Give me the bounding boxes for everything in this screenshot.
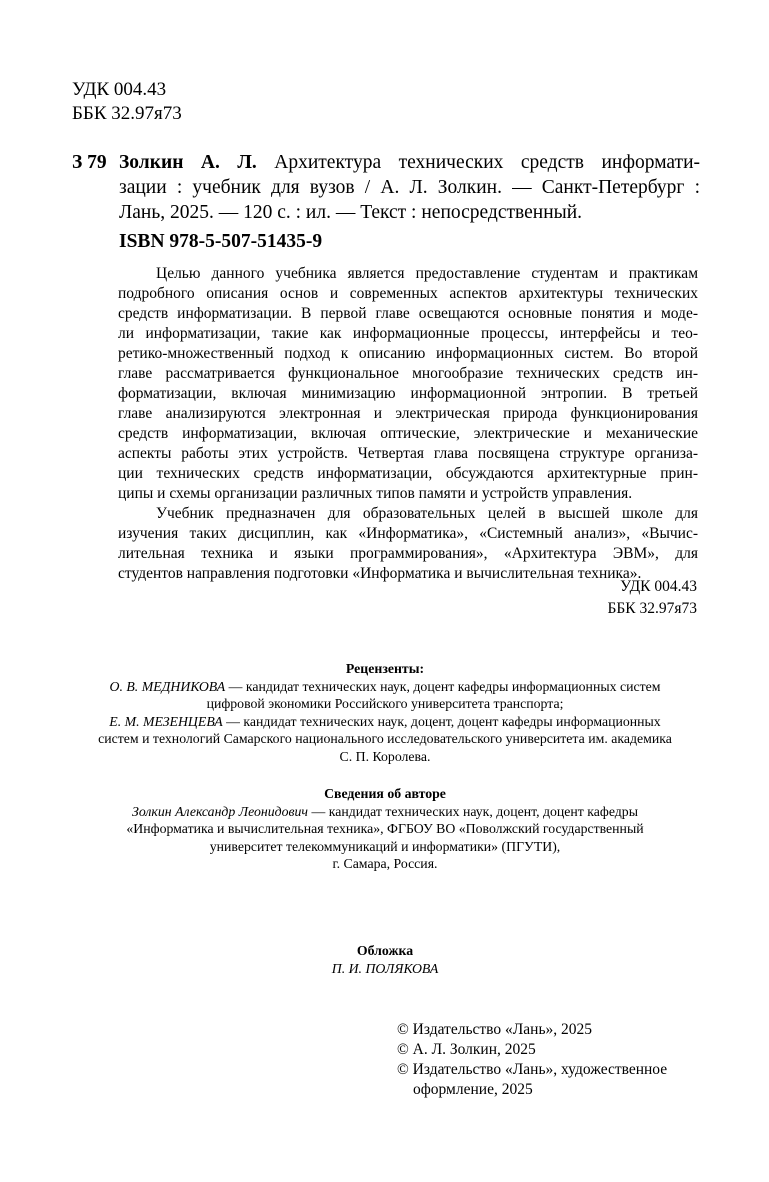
annotation-line: ции технических средств информатизации, обсуждаются архитектурные прин-: [118, 465, 698, 482]
copyright-line-3: © Издательство «Лань», художественное: [397, 1061, 668, 1078]
reviewer-2-desc: — кандидат технических наук, доцент, доцент кафедры информационных: [222, 713, 661, 729]
about-author-block: [70, 785, 700, 873]
reviewer-2: [70, 713, 700, 731]
biblio-line-3: Лань, 2025. — 120 с. : ил. — Текст : непосредственный.: [119, 202, 583, 223]
about-author-line-2: «Информатика и вычислительная техника», ФГБОУ ВО «Поволжский государственный: [126, 821, 644, 836]
annotation-line: подробного описания основ и современных аспектов архитектуры технических: [118, 285, 698, 302]
about-author-title: Сведения об авторе: [324, 786, 446, 801]
annotation-line: главе анализируются электронная и электрическая природа функционирования: [118, 405, 698, 422]
reviewer-2-name: Е. М. МЕЗЕНЦЕВА: [109, 713, 223, 729]
annotation-line: ретико-множественный подход к описанию информационных систем. Во второй: [118, 345, 698, 362]
annotation-line: форматизации, включая минимизацию информационной энтропии. В третьей: [118, 385, 698, 402]
copyright-line-2: © А. Л. Золкин, 2025: [397, 1041, 536, 1058]
cover-designer: П. И. ПОЛЯКОВА: [331, 960, 439, 976]
annotation-line: аспекты работы этих устройств. Четвертая глава посвящена структуре организа-: [118, 445, 698, 462]
copyright-block: [397, 1020, 667, 1100]
reviewer-2-line-2: систем и технологий Самарского национального исследовательского университета им. академика: [98, 731, 672, 746]
annotation-line: студентов направления подготовки «Информатика и вычислительная техника».: [118, 565, 642, 582]
reviewer-1-name: О. В. МЕДНИКОВА: [109, 678, 226, 694]
bbk-code: ББК 32.97я73: [72, 103, 182, 124]
udk-code-right: УДК 004.43: [620, 578, 697, 595]
annotation-line: средств информатизации, включая оптические, электрические и механические: [118, 425, 698, 442]
biblio-line-2: зации : учебник для вузов / А. Л. Золкин. — Санкт-Петербург :: [119, 177, 700, 198]
annotation-line: главе рассматривается функциональное многообразие технических средств ин-: [118, 365, 698, 382]
classification-codes: [72, 78, 182, 126]
udk-code: УДК 004.43: [72, 79, 167, 100]
reviewers-block: [70, 660, 700, 765]
annotation: [118, 264, 698, 584]
annotation-codes: [580, 576, 697, 620]
about-author-line-3: университет телекоммуникаций и информатики» (ПГУТИ),: [209, 838, 561, 854]
annotation-line: ципы и схемы организации различных типов памяти и устройств управления.: [118, 485, 633, 502]
bbk-code-right: ББК 32.97я73: [607, 600, 697, 617]
reviewer-1: [70, 678, 700, 696]
annotation-line: Учебник предназначен для образовательных целей в высшей школе для: [156, 505, 698, 522]
title-start: Архитектура технических средств информати-: [256, 152, 701, 173]
author-full-name: Золкин Александр Леонидович: [132, 803, 309, 819]
author-sign: З 79: [72, 152, 107, 173]
copyright-line-1: © Издательство «Лань», 2025: [397, 1021, 593, 1038]
annotation-line: изучения таких дисциплин, как «Информатика», «Системный анализ», «Вычис-: [118, 525, 698, 542]
author-name: Золкин А. Л.: [119, 152, 257, 173]
annotation-line: средств информатизации. В первой главе освещаются основные понятия и моде-: [118, 305, 698, 322]
reviewer-2-line-3: С. П. Королева.: [339, 748, 431, 764]
bibliographic-record: [72, 150, 700, 225]
reviewers-title: Рецензенты:: [345, 661, 425, 676]
about-author-line-4: г. Самара, Россия.: [332, 856, 438, 871]
annotation-line: лительная техника и языки программирования», «Архитектура ЭВМ», для: [118, 545, 698, 562]
reviewer-1-desc: — кандидат технических наук, доцент кафедры информационных систем: [225, 678, 661, 694]
copyright-line-4: оформление, 2025: [413, 1081, 533, 1098]
about-author-line-1: [70, 803, 700, 821]
biblio-line-1: [119, 150, 700, 175]
reviewer-1-line-2: цифровой экономики Российского университета транспорта;: [206, 696, 564, 711]
annotation-line: Целью данного учебника является предоставление студентам и практикам: [156, 265, 698, 282]
isbn: ISBN 978-5-507-51435-9: [119, 231, 323, 252]
cover-block: [70, 942, 700, 977]
author-desc: — кандидат технических наук, доцент, доцент кафедры: [308, 803, 638, 819]
cover-title: Обложка: [356, 943, 414, 958]
annotation-line: ли информатизации, такие как информационные процессы, интерфейсы и тео-: [118, 325, 698, 342]
